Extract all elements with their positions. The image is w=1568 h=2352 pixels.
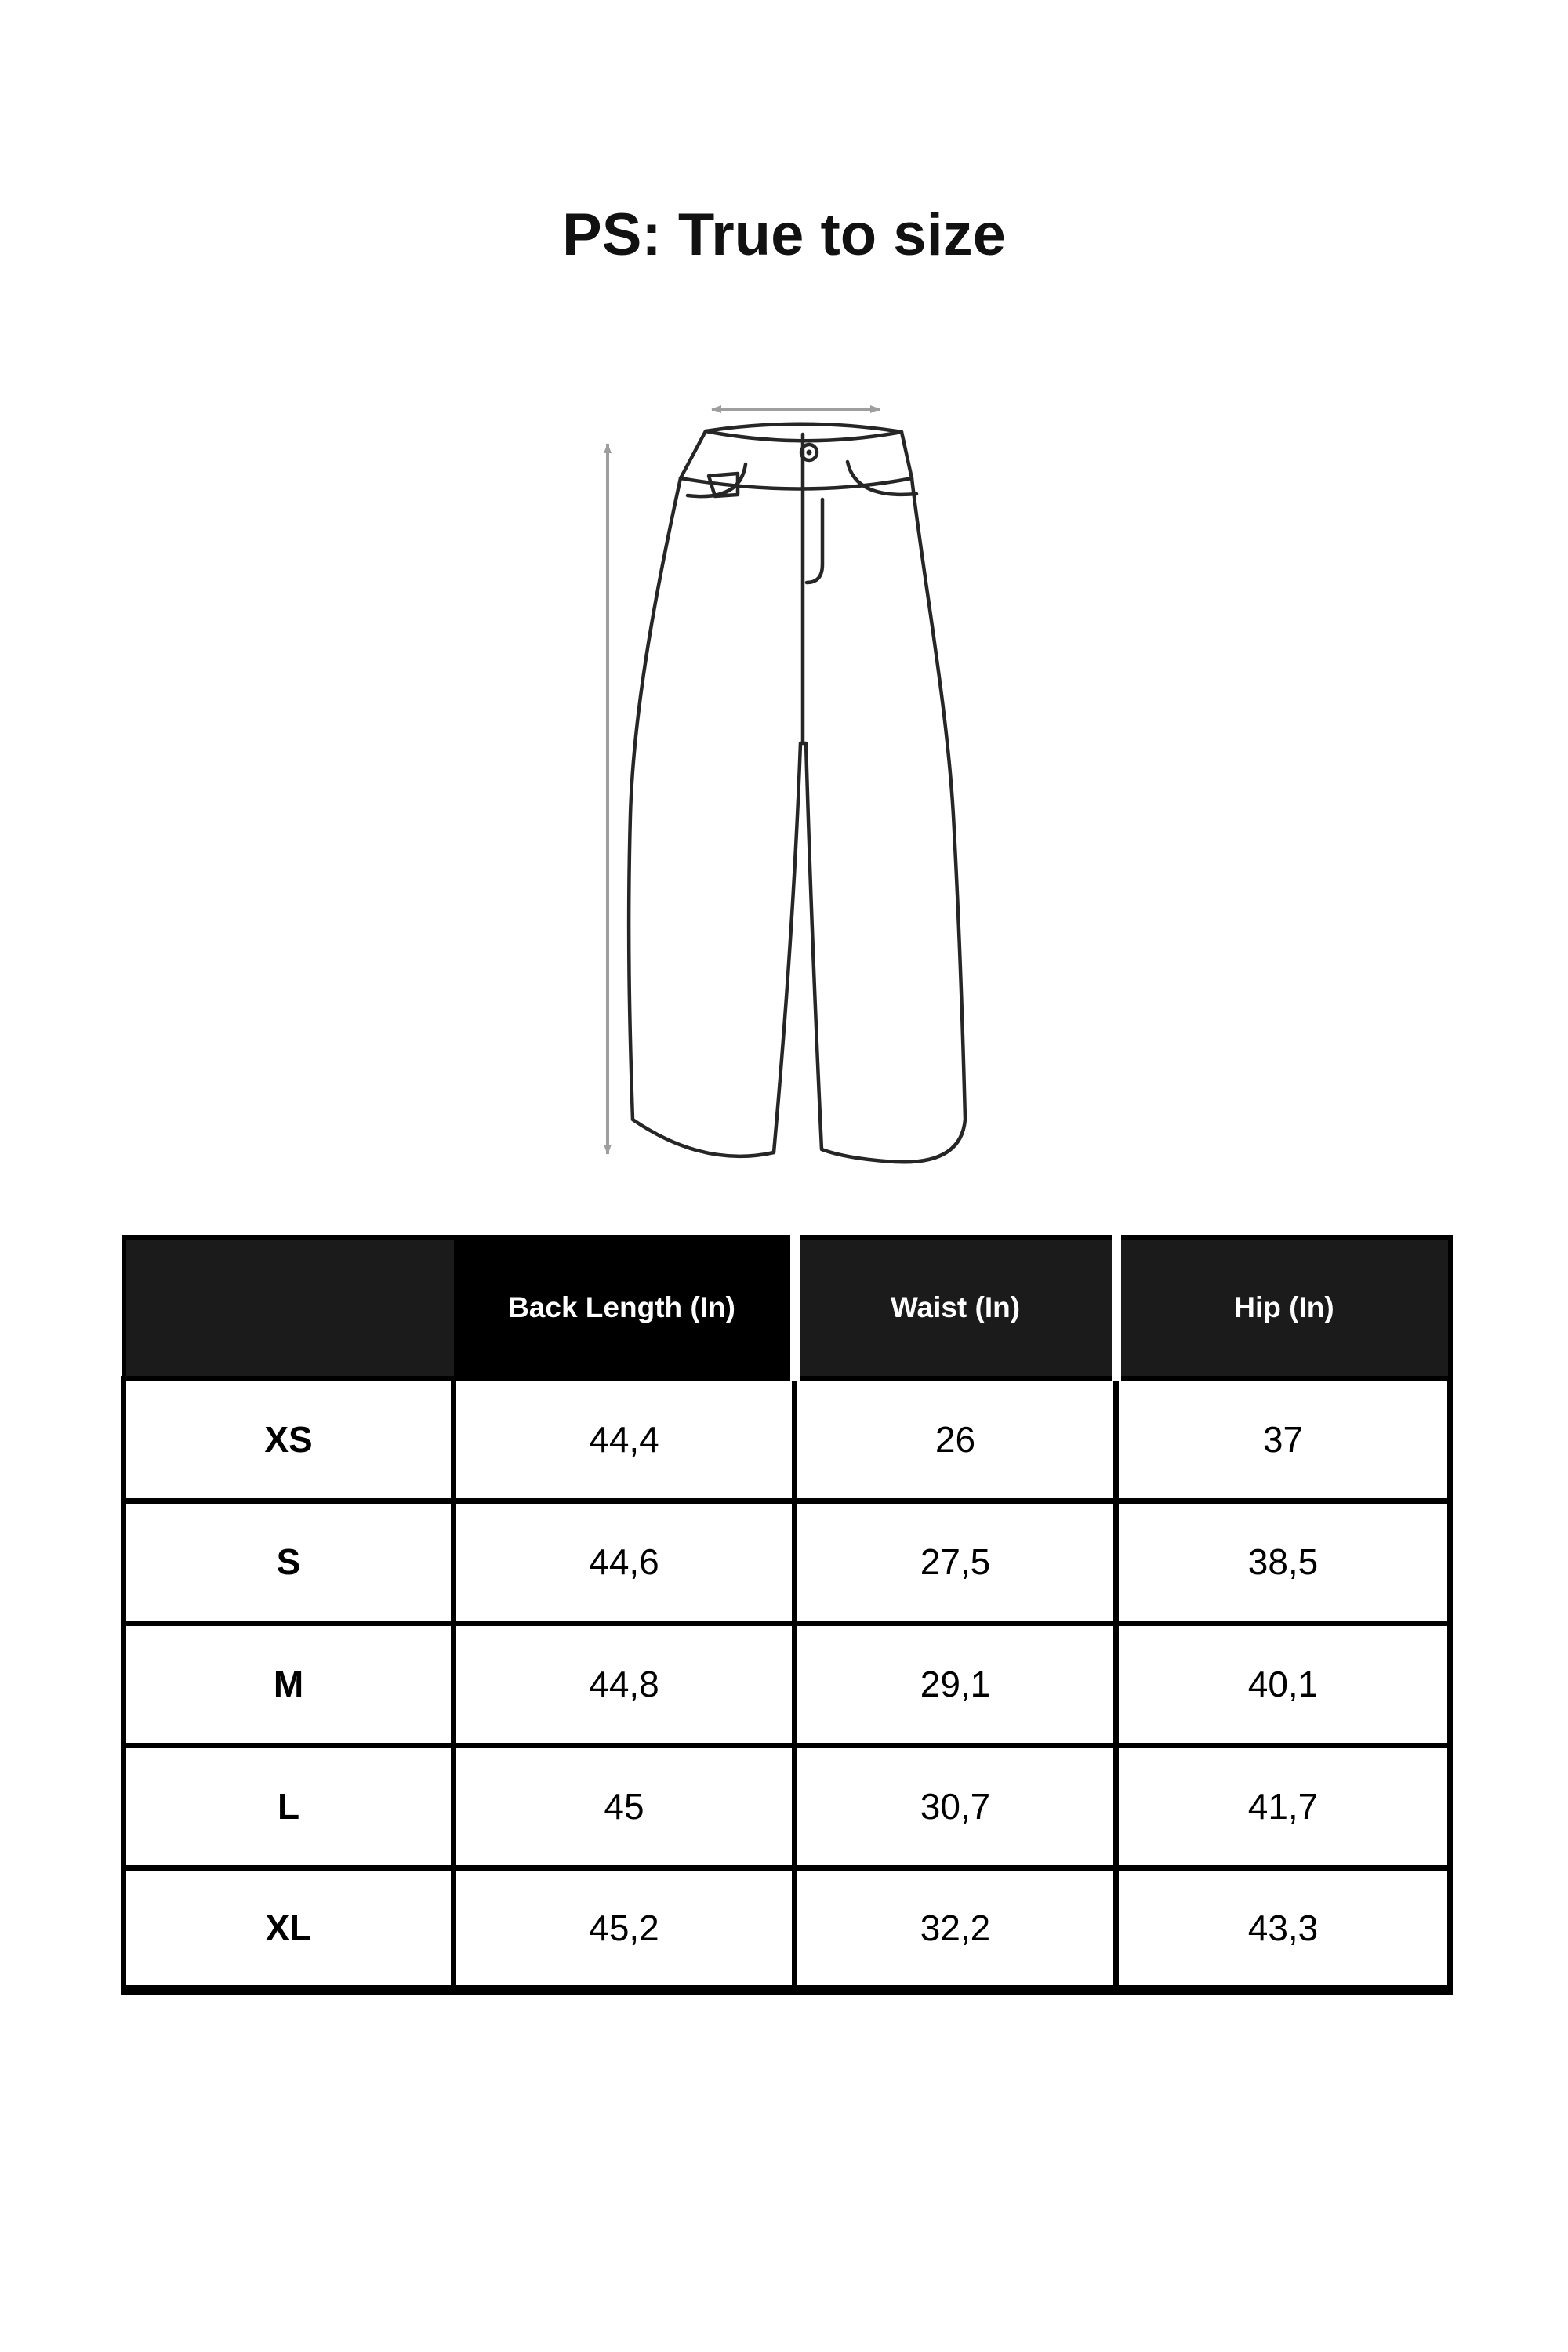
size-label: L [124, 1745, 454, 1867]
back-length-value: 44,8 [454, 1623, 795, 1745]
back-length-value: 45,2 [454, 1867, 795, 1990]
waist-value: 27,5 [795, 1501, 1116, 1623]
pants-diagram-svg [549, 376, 1019, 1192]
pants-diagram [549, 376, 1019, 1192]
size-chart-table [121, 1235, 1453, 1995]
size-label: M [124, 1623, 454, 1745]
waist-value: 26 [795, 1378, 1116, 1501]
table-row [124, 1378, 1450, 1501]
waistband-back-rim [706, 424, 902, 432]
table-row [124, 1867, 1450, 1990]
waist-value: 32,2 [795, 1867, 1116, 1990]
table-row [124, 1501, 1450, 1623]
back-length-value: 45 [454, 1745, 795, 1867]
size-label: S [124, 1501, 454, 1623]
page-title: PS: True to size [562, 201, 1006, 268]
header-cell-back-length: Back Length (In) [454, 1237, 795, 1378]
hip-value: 41,7 [1116, 1745, 1450, 1867]
back-length-value: 44,4 [454, 1378, 795, 1501]
hip-value: 43,3 [1116, 1867, 1450, 1990]
size-label: XS [124, 1378, 454, 1501]
table-header-row [124, 1237, 1450, 1378]
waist-value: 29,1 [795, 1623, 1116, 1745]
header-cell-hip: Hip (In) [1116, 1237, 1450, 1378]
header-cell-size [124, 1237, 454, 1378]
size-label: XL [124, 1867, 454, 1990]
pants-outline [629, 431, 965, 1162]
button-dot-icon [807, 450, 812, 456]
hip-value: 40,1 [1116, 1623, 1450, 1745]
hip-value: 37 [1116, 1378, 1450, 1501]
table-row [124, 1623, 1450, 1745]
back-length-value: 44,6 [454, 1501, 795, 1623]
header-cell-waist: Waist (In) [795, 1237, 1116, 1378]
table-row [124, 1745, 1450, 1867]
waist-value: 30,7 [795, 1745, 1116, 1867]
hip-value: 38,5 [1116, 1501, 1450, 1623]
